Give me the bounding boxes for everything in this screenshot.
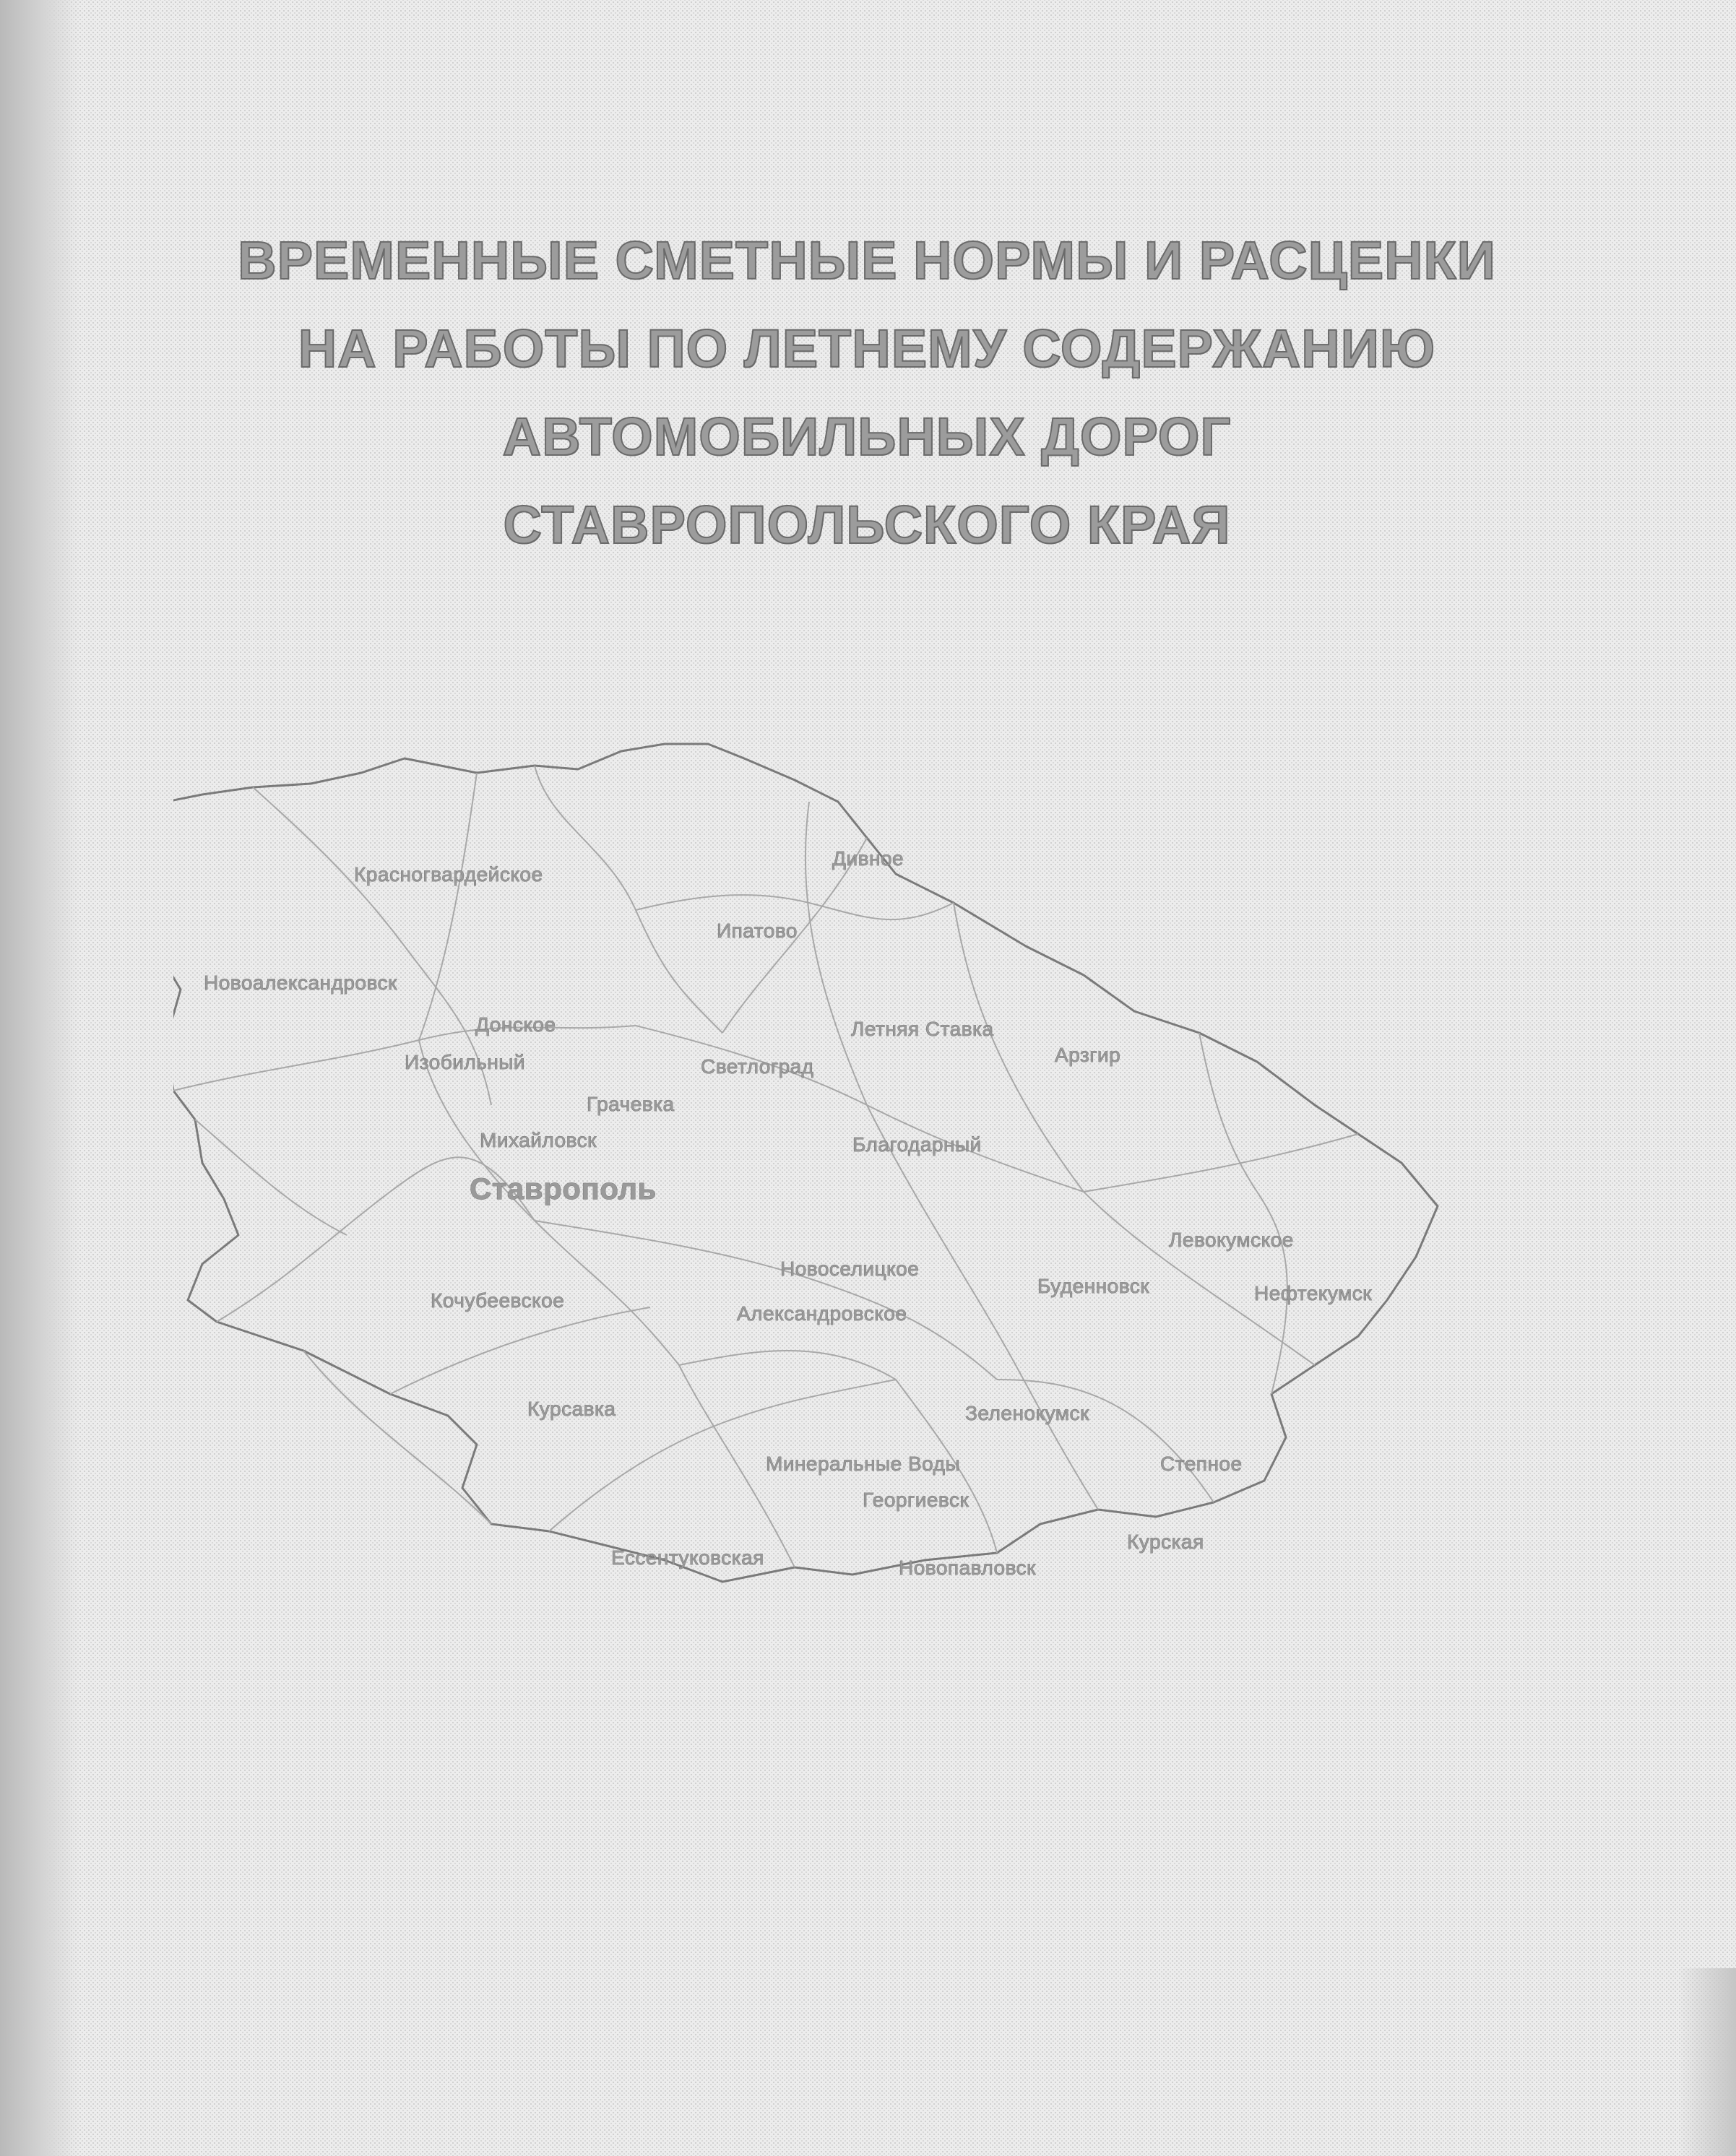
region-map-svg [173,730,1459,1697]
city-label: Нефтекумск [1254,1282,1373,1304]
city-label: Изобильный [405,1051,526,1073]
region-map [173,730,1459,1697]
city-label: Кочубеевское [431,1289,565,1312]
city-label: Грачевка [587,1093,675,1115]
road-line [636,1026,1084,1192]
city-label: Зеленокумск [965,1402,1089,1424]
road-line [390,1307,650,1394]
title-line-3: АВТОМОБИЛЬНЫХ ДОРОГ [502,407,1232,467]
city-label: Минеральные Воды [766,1453,961,1475]
title-line-1: ВРЕМЕННЫЕ СМЕТНЫЕ НОРМЫ И РАСЦЕНКИ [238,230,1496,290]
city-label: Левокумское [1169,1229,1294,1251]
road-line [419,773,477,1040]
road-line [535,1221,997,1380]
city-label: Ессентуковская [611,1546,764,1569]
city-label: Летняя Ставка [851,1018,994,1040]
road-line [997,1380,1214,1502]
city-label-capital: Ставрополь [470,1172,657,1205]
title-line-4: СТАВРОПОЛЬСКОГО КРАЯ [503,495,1231,555]
scan-corner-shadow [1678,1968,1736,2156]
road-line [195,1120,347,1235]
title-line-2: НА РАБОТЫ ПО ЛЕТНЕМУ СОДЕРЖАНИЮ [298,319,1436,378]
city-label: Дивное [832,847,904,870]
city-label: Донское [475,1013,556,1036]
road-line [535,766,722,1033]
city-labels [204,847,1372,1579]
scan-edge-shadow [0,0,79,2156]
road-line [636,895,954,919]
city-label: Александровское [737,1302,907,1325]
city-label: Курсавка [527,1398,616,1420]
city-label: Новоселицкое [780,1257,920,1280]
city-label: Новопавловск [899,1557,1036,1579]
city-label: Курская [1127,1531,1204,1553]
city-label: Степное [1160,1453,1243,1475]
city-label: Арзгир [1055,1044,1121,1066]
road-line [1084,1134,1358,1192]
city-label: Буденновск [1037,1275,1150,1297]
city-label: Михайловск [480,1129,597,1151]
city-label: Ипатово [717,919,798,942]
city-label: Красногвардейское [354,863,543,886]
district-lines [173,766,1358,1567]
city-label: Светлоград [701,1055,814,1078]
city-label: Благодарный [852,1133,982,1156]
road-line [679,1351,896,1380]
document-title [116,217,1618,569]
road-line [303,1351,491,1524]
road-line [1199,1033,1287,1394]
city-label: Новоалександровск [204,971,397,994]
city-label: Георгиевск [863,1489,970,1511]
